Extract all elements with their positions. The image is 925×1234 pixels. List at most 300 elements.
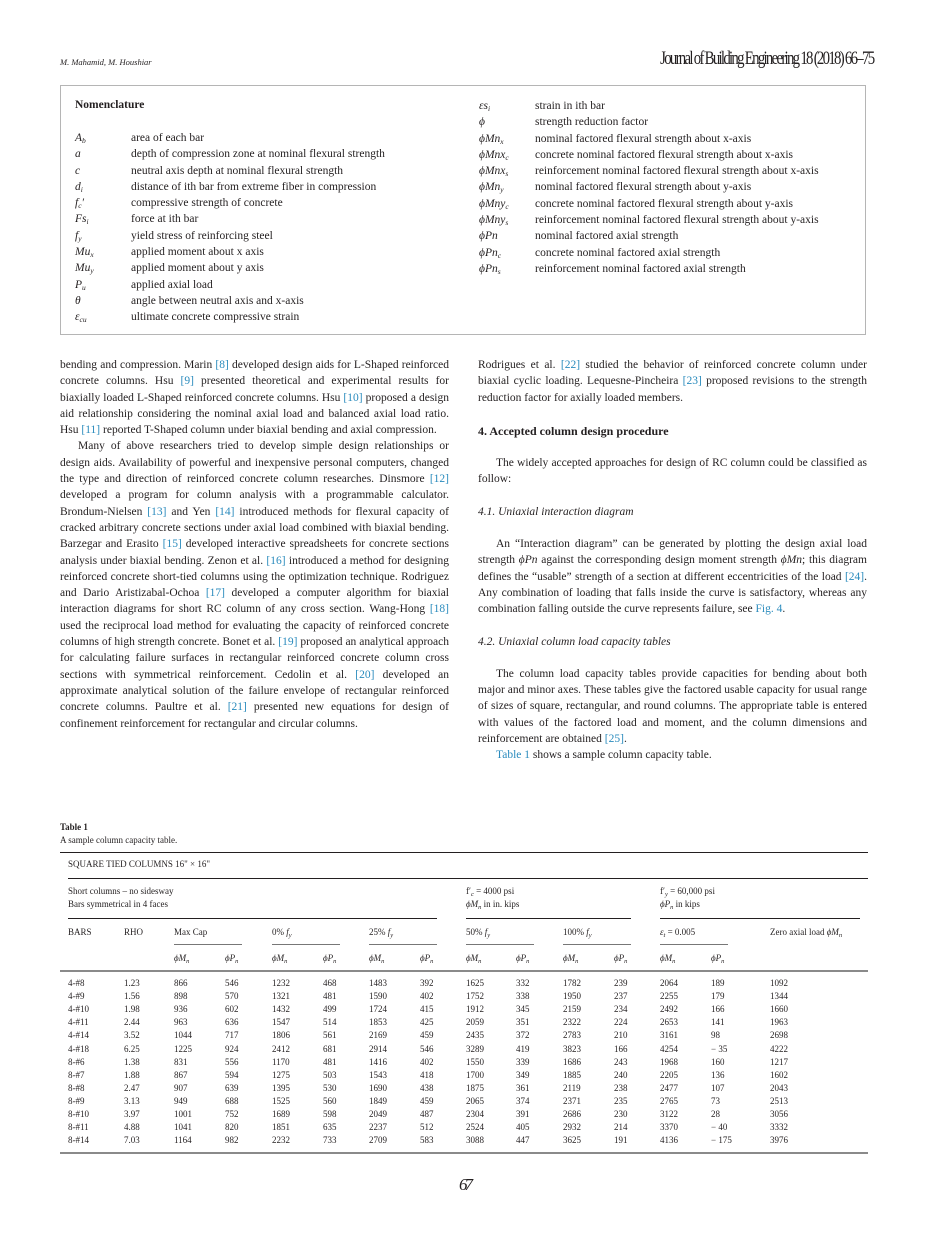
nomenclature-symbol: $Mu_x$: [75, 246, 94, 260]
table-cell: 240: [614, 1069, 628, 1080]
nomenclature-symbol: $f_c'$: [75, 197, 85, 211]
table-title-rule: [68, 878, 868, 879]
table-cell: 351: [516, 1017, 530, 1028]
table-cell: 2686: [563, 1109, 581, 1119]
reference-link[interactable]: [18]: [429, 603, 449, 616]
table-cell: 1001: [174, 1109, 192, 1119]
nomenclature-symbol: $A_b$: [75, 132, 86, 145]
table-cell: 546: [420, 1043, 434, 1054]
nomenclature-entry: [479, 212, 849, 228]
text-run: developed interactive spreadsheets for concrete sections analysis under biaxial bending. Zenon et al.: [60, 538, 449, 567]
table-cell: 166: [711, 1004, 725, 1015]
nomenclature-entry: [479, 163, 849, 179]
reference-link[interactable]: [15]: [162, 538, 182, 551]
table-cell: 1395: [272, 1082, 290, 1093]
nomenclature-entry: [75, 228, 475, 244]
table-cell: 2232: [272, 1135, 290, 1146]
table-cell: 189: [711, 978, 725, 988]
table-cell: 230: [614, 1109, 628, 1119]
table-cell: 2322: [563, 1017, 581, 1028]
table-cell: 361: [516, 1082, 530, 1093]
table-cell: 459: [420, 1030, 434, 1041]
subheader-phi-mn: $\phi M_n$: [272, 953, 288, 965]
subheader-phi-mn: $\phi M_n$: [466, 953, 482, 965]
table-cell: 1875: [466, 1082, 484, 1093]
text-run: proposed an analytical approach for calculating failure surfaces in rectangular reinforced concrete column cross sections with symmetrical reinforcement. Cedolin et al.: [60, 636, 449, 681]
table-caption-text: A sample column capacity table.: [60, 835, 178, 845]
table-cell: 546: [225, 978, 239, 988]
table-note-left: Short columns – no sidesway: [68, 886, 174, 896]
table-cell: 214: [614, 1122, 628, 1133]
nomenclature-symbol: $Mu_y$: [75, 262, 94, 276]
table-cell: 4222: [770, 1043, 788, 1054]
table-cell: 1550: [466, 1056, 484, 1067]
nomenclature-symbol: $P_u$: [75, 278, 86, 292]
table-cell: 418: [420, 1069, 434, 1080]
reference-link[interactable]: [23]: [682, 375, 702, 388]
subheader-phi-mn: $\phi M_n$: [660, 953, 676, 965]
column-group-underline: [563, 944, 631, 945]
nomenclature-definition: nominal factored axial strength: [535, 230, 679, 243]
table-bottom-rule: [60, 1152, 868, 1154]
table-cell: 752: [225, 1109, 239, 1119]
table-cell: 1232: [272, 978, 290, 988]
reference-link[interactable]: Fig. 4: [755, 603, 783, 616]
table-cell: 1.38: [124, 1056, 140, 1067]
table-cell: 583: [420, 1135, 434, 1146]
nomenclature-symbol: ϕMn$_y$: [479, 181, 504, 195]
table-cell: 1170: [272, 1056, 290, 1067]
text-run: proposed revisions to the strength reduction factor for axially loaded members.: [478, 375, 868, 404]
table-cell: 3332: [770, 1122, 788, 1133]
table-cell: 560: [323, 1095, 337, 1106]
nomenclature-definition: reinforcement nominal factored flexural strength about y-axis: [535, 214, 819, 227]
reference-link[interactable]: [17]: [205, 587, 226, 600]
table-cell: − 175: [711, 1135, 732, 1146]
table-cell: 402: [420, 1056, 434, 1067]
table-cell: 4136: [660, 1135, 678, 1146]
reference-link[interactable]: [16]: [266, 554, 286, 567]
table-cell-bars: 8-#11: [68, 1122, 89, 1133]
table-cell-bars: 8-#9: [68, 1095, 85, 1106]
text-run: .: [623, 733, 627, 746]
table-cell-bars: 8-#8: [68, 1082, 85, 1093]
text-run: against the corresponding design moment strength: [537, 554, 781, 567]
table-caption: [60, 821, 177, 847]
nomenclature-box: [60, 85, 866, 335]
nomenclature-definition: concrete nominal factored flexural strength about y-axis: [535, 197, 794, 210]
nomenclature-entry: [75, 146, 475, 162]
nomenclature-symbol: ϕPn$_s$: [479, 262, 501, 276]
table-cell: 438: [420, 1082, 434, 1093]
reference-link[interactable]: [9]: [180, 375, 194, 388]
nomenclature-symbol: $\varepsilon s_i$: [479, 100, 491, 113]
table-cell: 243: [614, 1056, 628, 1067]
table-cell: 392: [420, 978, 434, 988]
table-header-rule: [60, 970, 868, 972]
nomenclature-definition: ultimate concrete compressive strain: [131, 311, 300, 324]
table-cell: 2765: [660, 1095, 678, 1106]
table-cell: 73: [711, 1095, 720, 1106]
table-cell: 2059: [466, 1017, 484, 1028]
nomenclature-definition: compressive strength of concrete: [131, 197, 283, 210]
table-cell: 136: [711, 1069, 725, 1080]
table-cell: 594: [225, 1069, 239, 1080]
nomenclature-entry: [75, 130, 475, 146]
nomenclature-symbol: ϕMny$_c$: [479, 197, 509, 211]
table-cell: 1217: [770, 1056, 788, 1067]
table-top-rule: [60, 852, 868, 853]
table-cell: 2914: [369, 1043, 387, 1054]
math-symbol: $\phi P_n$: [660, 899, 674, 911]
text-run: . Any combination of loading that falls inside the curve is satisfactory, whereas any combination falling outside the curve represents failure, see: [478, 570, 867, 616]
nomenclature-definition: distance of ith bar from extreme fiber in compression: [131, 180, 377, 193]
table-cell: 160: [711, 1056, 725, 1067]
table-cell: 1044: [174, 1030, 192, 1041]
nomenclature-entry: [479, 147, 849, 163]
table-cell: 561: [323, 1030, 337, 1041]
table-cell: 2653: [660, 1017, 678, 1028]
text-run: = 60,000 psi: [667, 886, 715, 896]
table-cell: 3289: [466, 1043, 484, 1054]
table-cell: 3088: [466, 1135, 484, 1146]
nomenclature-symbol: ϕMnx$_s$: [479, 165, 509, 179]
table-cell: 1724: [369, 1004, 387, 1015]
subheader-phi-pn: $\phi P_n$: [516, 953, 530, 965]
subheader-phi-pn: $\phi P_n$: [225, 953, 239, 965]
column-group-header: $\varepsilon_t = 0.005$: [660, 927, 696, 939]
table-cell: 1690: [369, 1082, 387, 1093]
table-cell: 635: [323, 1122, 337, 1133]
table-cell: 1963: [770, 1017, 788, 1028]
table-note-right: [660, 899, 700, 909]
table-cell: 3161: [660, 1030, 678, 1041]
nomenclature-entry: [75, 163, 475, 179]
reference-link[interactable]: [24]: [844, 570, 865, 583]
text-run: developed a program for column analysis with a programmable calculator. Brondum-Nielsen: [60, 489, 449, 518]
table-cell: 2065: [466, 1095, 484, 1106]
subheader-phi-mn: $\phi M_n$: [369, 953, 385, 965]
table-cell: 963: [174, 1017, 188, 1028]
table-cell: 2513: [770, 1095, 788, 1106]
nomenclature-entry: [479, 114, 849, 130]
table-note-mid: [466, 899, 519, 909]
nomenclature-definition: reinforcement nominal factored flexural strength about x-axis: [535, 165, 819, 178]
table-cell: 1851: [272, 1122, 290, 1133]
table-cell: 949: [174, 1095, 188, 1106]
body-paragraph: [60, 438, 449, 731]
subheader-phi-pn: $\phi P_n$: [711, 953, 725, 965]
nomenclature-definition: applied moment about y axis: [131, 262, 264, 275]
table-cell: 512: [420, 1122, 434, 1133]
table-cell: 481: [323, 1056, 337, 1067]
table-cell: 2.47: [124, 1082, 140, 1093]
table-cell: 6.25: [124, 1043, 140, 1054]
column-group-header: 25% $f_y$: [369, 927, 394, 939]
paragraph-related-work-end: [478, 357, 867, 406]
table-cell: 345: [516, 1004, 530, 1015]
nomenclature-definition: strength reduction factor: [535, 116, 649, 129]
reference-link[interactable]: [14]: [215, 505, 235, 518]
table-cell: 238: [614, 1082, 628, 1093]
nomenclature-entry: [479, 228, 849, 244]
text-run: An “Interaction diagram” can be generated by plotting the design axial load strength: [478, 538, 867, 567]
text-run: The column load capacity tables provide capacities for bending about both major and minor axes. These tables give the factored usable capacity for usual range of sizes of square, rectangular, and round columns. The appropriate table is entered with values of the factored load and moment, and the column dimensions and reinforcement are obtained: [478, 667, 867, 746]
table-cell: 2049: [369, 1109, 387, 1119]
table-cell-bars: 8-#10: [68, 1109, 89, 1119]
column-group-underline: [272, 944, 340, 945]
nomenclature-symbol: c: [75, 164, 81, 177]
text-run: used the reciprocal load method for evaluating the capacity of reinforced concrete columns of high strength concrete. Bonet et al.: [60, 619, 449, 649]
text-run: introduced methods for flexural capacity of cracked arbitrary concrete sections under axial load combined with biaxial bending. Barzegar and Erasito: [60, 505, 450, 551]
table-cell: 688: [225, 1095, 239, 1106]
reference-link[interactable]: [12]: [429, 473, 449, 486]
nomenclature-entry: [75, 211, 475, 227]
table-cell: 556: [225, 1056, 239, 1067]
text-run: developed a computer algorithm for biaxial interaction diagrams for short RC column of any cross section. Wang-Hong: [60, 587, 449, 616]
paragraph-section-4-2: [478, 666, 867, 747]
column-group-header: 100% $f_y$: [563, 927, 592, 939]
table-cell: 1416: [369, 1056, 387, 1067]
table-cell: 1432: [272, 1004, 290, 1015]
table-notes-rule-right: [660, 918, 860, 919]
column-group-header: Max Cap: [174, 927, 208, 937]
table-cell: 3625: [563, 1135, 581, 1146]
text-run: shows a sample column capacity table.: [530, 749, 712, 762]
table-cell: 820: [225, 1122, 239, 1133]
text-run: proposed a design aid relationship considering the nominal axial load and balanced axial load ratio. Hsu: [60, 391, 449, 437]
table-cell: 1547: [272, 1017, 290, 1028]
table-cell: 1.98: [124, 1004, 140, 1015]
text-run: studied the behavior of reinforced concrete column under biaxial cyclic loading. Lequesne-Pincheira: [478, 359, 867, 388]
nomenclature-definition: applied moment about x axis: [131, 246, 264, 259]
nomenclature-entry: [75, 195, 475, 211]
table-cell: 1602: [770, 1069, 788, 1080]
table-cell-bars: 8-#7: [68, 1069, 85, 1080]
table-cell: 191: [614, 1135, 628, 1146]
nomenclature-definition: strain in ith bar: [535, 100, 605, 112]
table-cell: 2371: [563, 1095, 581, 1106]
table-cell: 1275: [272, 1069, 290, 1080]
nomenclature-definition: neutral axis depth at nominal flexural strength: [131, 164, 344, 177]
table-cell: 3122: [660, 1109, 678, 1119]
table-cell: 235: [614, 1095, 628, 1106]
table-cell: 2255: [660, 991, 678, 1002]
table-cell: 1625: [466, 978, 484, 988]
text-run: reported T-Shaped column under biaxial bending and axial compression.: [100, 424, 437, 437]
table-cell-bars: 4-#11: [68, 1017, 89, 1028]
table-cell: 636: [225, 1017, 239, 1028]
table-cell: 1853: [369, 1017, 387, 1028]
nomenclature-definition: yield stress of reinforcing steel: [131, 229, 273, 242]
table-cell: 2159: [563, 1004, 581, 1015]
nomenclature-entry: [479, 98, 849, 114]
table-cell: 2783: [563, 1030, 581, 1041]
reference-link[interactable]: [20]: [355, 668, 375, 681]
text-run: Many of above researchers tried to develop simple design relationships or design aids. Availability of powerful and inexpensive personal computers, changed the type and direction of reinforced concrete column researches. Dinsmore: [60, 440, 449, 486]
table-cell: 391: [516, 1109, 530, 1119]
math-symbol: ϕPn: [518, 554, 538, 567]
nomenclature-entry: [479, 131, 849, 147]
column-header-rho: RHO: [124, 927, 144, 937]
running-head-authors: M. Mahamid, M. Houshiar: [60, 57, 152, 67]
reference-link[interactable]: [11]: [81, 424, 101, 437]
table-cell: 338: [516, 991, 530, 1002]
reference-link[interactable]: [10]: [343, 391, 363, 404]
nomenclature-symbol: ϕPn: [479, 230, 498, 243]
table-cell: 3.97: [124, 1109, 140, 1119]
table-cell: 1968: [660, 1056, 678, 1067]
subheader-phi-mn: $\phi M_n$: [563, 953, 579, 965]
table-cell: 1092: [770, 978, 788, 988]
nomenclature-entry: [75, 244, 475, 260]
nomenclature-symbol: θ: [75, 294, 81, 307]
table-cell: 1912: [466, 1004, 484, 1015]
table-cell: 374: [516, 1095, 530, 1106]
nomenclature-definition: depth of compression zone at nominal flexural strength: [131, 148, 385, 161]
table-cell: 3.52: [124, 1030, 140, 1041]
reference-link[interactable]: [8]: [215, 359, 229, 371]
table-cell: 4254: [660, 1043, 678, 1054]
table-cell: 1686: [563, 1056, 581, 1067]
table-note-mid: [466, 886, 514, 896]
table-cell: 499: [323, 1004, 337, 1015]
nomenclature-symbol: ϕ: [479, 116, 485, 129]
paragraph-section-4: The widely accepted approaches for design of RC column could be classified as follow:: [478, 457, 867, 486]
table-cell: 907: [174, 1082, 188, 1093]
table-label: Table 1: [60, 822, 88, 832]
table-cell: 898: [174, 991, 188, 1002]
body-right-column: [478, 357, 867, 764]
table-cell: 2237: [369, 1122, 387, 1133]
nomenclature-definition: angle between neutral axis and x-axis: [131, 294, 304, 307]
nomenclature-entry: [479, 196, 849, 212]
table-cell: 598: [323, 1109, 337, 1119]
table-cell: 2304: [466, 1109, 484, 1119]
table-cell: 602: [225, 1004, 239, 1015]
table-cell: 1344: [770, 991, 788, 1002]
reference-link[interactable]: [19]: [278, 636, 298, 649]
reference-link[interactable]: [22]: [560, 359, 581, 371]
table-cell: 1700: [466, 1069, 484, 1080]
math-symbol: $f'_y$: [660, 886, 668, 898]
table-cell: 1543: [369, 1069, 387, 1080]
nomenclature-right-column: [479, 98, 849, 277]
table-cell: 503: [323, 1069, 337, 1080]
table-cell: 514: [323, 1017, 337, 1028]
table-cell: − 40: [711, 1122, 728, 1133]
table-cell: 1321: [272, 991, 290, 1002]
table-cell: 210: [614, 1030, 628, 1041]
nomenclature-symbol: $Fs_i$: [75, 213, 89, 227]
nomenclature-definition: applied axial load: [131, 278, 213, 291]
table-cell: 2.44: [124, 1017, 140, 1028]
table-cell: 1041: [174, 1122, 192, 1133]
table-cell: 425: [420, 1017, 434, 1028]
reference-link[interactable]: [25]: [604, 733, 624, 746]
table-cell: 234: [614, 1004, 628, 1015]
table-notes-rule-left: [68, 918, 437, 919]
table-cell: 1483: [369, 978, 387, 988]
nomenclature-symbol: $d_i$: [75, 180, 83, 194]
running-head-journal: Journal of Building Engineering 18 (2018) 66–75: [659, 48, 873, 69]
nomenclature-entry: [75, 277, 475, 293]
table-cell: 2477: [660, 1082, 678, 1093]
table-cell-bars: 4-#14: [68, 1030, 89, 1041]
table-cell: 7.03: [124, 1135, 140, 1146]
column-group-header: 50% $f_y$: [466, 927, 491, 939]
table-cell: 224: [614, 1017, 628, 1028]
nomenclature-definition: concrete nominal factored flexural strength about x-axis: [535, 148, 794, 161]
nomenclature-title: Nomenclature: [75, 99, 145, 111]
subheader-phi-pn: $\phi P_n$: [420, 953, 434, 965]
table-cell: 866: [174, 978, 188, 988]
table-cell: 2709: [369, 1135, 387, 1146]
table-cell: 98: [711, 1030, 720, 1041]
table-cell: 447: [516, 1135, 530, 1146]
table-cell: 339: [516, 1056, 530, 1067]
nomenclature-symbol: ϕMnx$_c$: [479, 148, 509, 162]
table-cell: 570: [225, 991, 239, 1002]
text-run: introduced a method for designing reinforced concrete short-tied columns using the optimization technique. Rodriguez and Dario Aristizabal-Ochoa: [60, 554, 450, 600]
nomenclature-entry: [479, 179, 849, 195]
table-cell: 487: [420, 1109, 434, 1119]
text-run: = 4000 psi: [473, 886, 515, 896]
table-cell: 924: [225, 1043, 239, 1054]
table-cell: 1849: [369, 1095, 387, 1106]
nomenclature-definition: nominal factored flexural strength about x-axis: [535, 132, 752, 145]
table-cell: 982: [225, 1135, 239, 1146]
table-cell: − 35: [711, 1043, 728, 1054]
table-cell: 530: [323, 1082, 337, 1093]
section-4-2-heading: 4.2. Uniaxial column load capacity tables: [478, 635, 671, 648]
text-run: in in. kips: [481, 899, 520, 909]
table-cell-bars: 4-#18: [68, 1043, 89, 1054]
table-cell: 372: [516, 1030, 530, 1041]
column-header-bars: BARS: [68, 927, 92, 937]
reference-link[interactable]: [21]: [227, 701, 247, 714]
nomenclature-symbol: $f_y$: [75, 229, 82, 243]
text-run: developed design aids for L-Shaped reinforced concrete columns. Hsu: [60, 359, 449, 388]
table-cell: 717: [225, 1030, 239, 1041]
table-cell: 1.23: [124, 978, 140, 988]
table-cell: 239: [614, 978, 628, 988]
table-cell: 237: [614, 991, 628, 1002]
table-cell: 1.88: [124, 1069, 140, 1080]
table-cell: 3370: [660, 1122, 678, 1133]
math-symbol: $f'_c$: [466, 886, 474, 898]
table-cell: 4.88: [124, 1122, 140, 1133]
table-cell: 831: [174, 1056, 188, 1067]
subheader-phi-pn: $\phi P_n$: [323, 953, 337, 965]
nomenclature-definition: reinforcement nominal factored axial strength: [535, 262, 746, 275]
reference-link[interactable]: Table 1: [496, 749, 531, 762]
nomenclature-entry: [75, 179, 475, 195]
nomenclature-symbol: $\varepsilon_{cu}$: [75, 311, 87, 325]
table-cell: 3823: [563, 1043, 581, 1054]
body-paragraph: [60, 357, 449, 438]
table-cell: 936: [174, 1004, 188, 1015]
table-cell: 1689: [272, 1109, 290, 1119]
table-cell: 1950: [563, 991, 581, 1002]
reference-link[interactable]: [13]: [147, 505, 167, 518]
paragraph-table-reference: [478, 747, 867, 763]
table-cell: 1885: [563, 1069, 581, 1080]
nomenclature-left-column: [75, 130, 475, 326]
text-run: ; this diagram defines the “usable” strength of a section at different eccentricities of the load: [478, 554, 867, 583]
table-cell: 2932: [563, 1122, 581, 1133]
nomenclature-definition: force at ith bar: [131, 213, 199, 226]
